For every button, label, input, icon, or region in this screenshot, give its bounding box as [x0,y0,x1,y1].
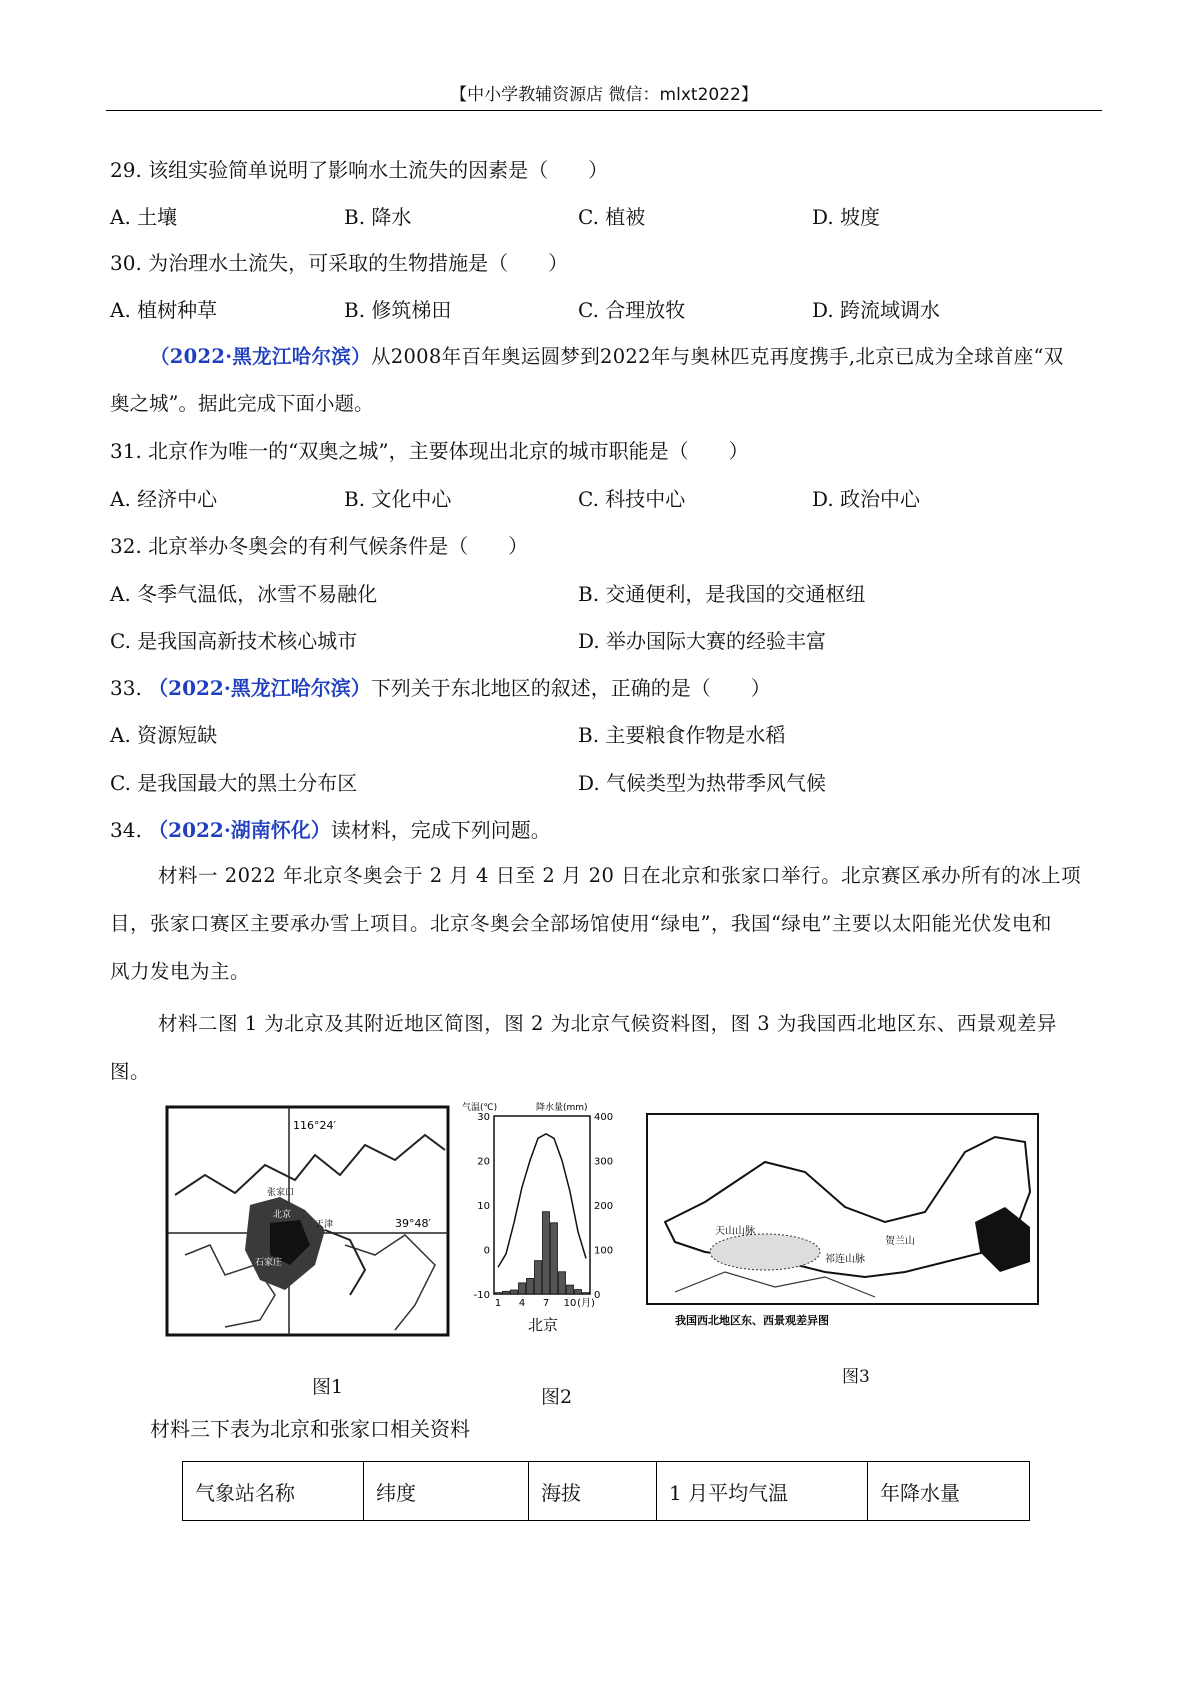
q33-option-d: D. 气候类型为热带季风气候 [578,771,827,795]
header-divider [106,110,1102,111]
q30-option-d: D. 跨流域调水 [812,298,941,322]
precip-bar [559,1272,566,1294]
fig1-lon-label: 116°24′ [293,1119,336,1132]
q29-option-a: A. 土壤 [110,205,178,229]
northwest-landscape-map [645,1112,1040,1337]
fig1-place-beijing: 北京 [273,1210,292,1220]
q33-source: （2022·黑龙江哈尔滨） [148,676,371,700]
material-2 [110,1000,1100,1096]
q31-stem: 31. 北京作为唯一的“双奥之城”，主要体现出北京的城市职能是（ ） [110,439,749,463]
left-tick-label: -10 [473,1290,490,1301]
material-2-line-2: 图。 [110,1060,151,1083]
figure-2-caption: 图2 [541,1386,573,1408]
q32-option-b: B. 交通便利，是我国的交通枢纽 [578,582,866,606]
material-1-line-2: 目，张家口赛区主要承办雪上项目。北京冬奥会全部场馆使用“绿电”，我国“绿电”主要以太阳能光伏发电和 [110,912,1052,935]
q31-option-a: A. 经济中心 [110,487,218,511]
fig1-place-shijiazhuang: 石家庄 [255,1258,283,1268]
left-tick-label: 30 [477,1112,490,1123]
precip-bar [567,1285,574,1294]
right-tick-label: 0 [594,1290,601,1301]
q29-option-c: C. 植被 [578,205,646,229]
fig1-lat-label: 39°48′ [395,1217,431,1230]
q30-option-a: A. 植树种草 [110,298,218,322]
fig3-label-tianshan: 天山山脉 [715,1226,755,1237]
q33-number: 33. [110,676,142,700]
figure-1-map [165,1105,450,1337]
page-header: 【中小学教辅资源店 微信：mlxt2022】 [450,85,758,105]
right-tick-label: 200 [594,1201,614,1212]
material-1-line-3: 风力发电为主。 [110,960,251,983]
q29-option-d: D. 坡度 [812,205,881,229]
q33-stem: 下列关于东北地区的叙述，正确的是（ ） [370,676,771,700]
q30-stem: 30. 为治理水土流失，可采取的生物措施是（ ） [110,251,569,275]
figure-1-caption: 图1 [312,1376,344,1398]
x-tick-label: 7 [542,1298,550,1309]
q34-stem: 读材料，完成下列问题。 [330,818,551,842]
table-header-altitude: 海拔 [529,1462,657,1521]
precip-bar [511,1290,518,1294]
intro-line-2: 奥之城”。据此完成下面小题。 [110,392,374,415]
plot-frame [494,1116,590,1294]
precip-bar [551,1223,558,1294]
x-tick-label: 4 [518,1298,526,1309]
temperature-curve [498,1134,586,1268]
q33-option-b: B. 主要粮食作物是水稻 [578,723,786,747]
info-table [182,1461,1030,1521]
figure-3-northwest-map [645,1112,1040,1337]
precip-bar [543,1212,550,1294]
material-1-line-1: 材料一 2022 年北京冬奥会于 2 月 4 日至 2 月 20 日在北京和张家口举行。北京赛区承办所有的冰上项 [158,864,1082,887]
figure-3-caption: 图3 [842,1367,870,1387]
fig2-right-axis-title: 降水量(mm) [536,1103,588,1113]
q34-number: 34. [110,818,142,842]
intro-source: （2022·黑龙江哈尔滨） [150,345,371,368]
fig2-left-axis-title: 气温(℃) [462,1103,498,1113]
right-tick-label: 300 [594,1156,614,1168]
material-3: 材料三下表为北京和张家口相关资料 [150,1417,470,1441]
intro-text-a: 从2008年百年奥运圆梦到2022年与奥林匹克再度携手,北京已成为全球首座“双 [370,345,1064,368]
precip-bar [527,1278,534,1294]
q31-option-b: B. 文化中心 [344,487,452,511]
q33-stem-line [110,675,771,701]
q31-option-c: C. 科技中心 [578,487,686,511]
left-tick-label: 20 [477,1156,490,1168]
material-2-line-1: 材料二图 1 为北京及其附近地区简图，图 2 为北京气候资料图，图 3 为我国西北地区东、西景观差异 [158,1012,1057,1035]
left-tick-label: 0 [483,1245,490,1257]
figure-2-climate-chart [458,1098,633,1338]
q29-option-b: B. 降水 [344,205,412,229]
q32-option-c: C. 是我国高新技术核心城市 [110,629,358,653]
fig1-place-zhangjiakou: 张家口 [267,1188,295,1198]
intro-line-1 [150,344,1064,370]
table-header-station: 气象站名称 [183,1462,364,1521]
q31-option-d: D. 政治中心 [812,487,921,511]
fig3-label-qilian: 祁连山脉 [825,1254,865,1265]
right-tick-label: 400 [594,1112,614,1123]
fig3-title: 我国西北地区东、西景观差异图 [675,1314,829,1327]
precip-bar [495,1293,502,1294]
fig1-place-tianjin: 天津 [315,1220,334,1230]
beijing-region-map [165,1105,450,1337]
left-tick-label: 10 [477,1201,490,1212]
q34-stem-line [110,817,551,843]
table-header-jan-temp: 1 月平均气温 [657,1462,868,1521]
table-header-row [183,1462,1030,1521]
q29-stem: 29. 该组实验简单说明了影响水土流失的因素是（ ） [110,158,609,182]
x-tick-label: 1 [494,1298,502,1309]
q34-source: （2022·湖南怀化） [148,818,331,842]
precip-bar [519,1283,526,1294]
q32-option-d: D. 举办国际大赛的经验丰富 [578,629,827,653]
q30-option-b: B. 修筑梯田 [344,298,452,322]
precip-bar [575,1290,582,1294]
table-header-precip: 年降水量 [868,1462,1030,1521]
q32-option-a: A. 冬季气温低，冰雪不易融化 [110,582,378,606]
right-tick-label: 100 [594,1245,614,1257]
material-1 [110,852,1100,996]
q33-option-c: C. 是我国最大的黑土分布区 [110,771,358,795]
q32-stem: 32. 北京举办冬奥会的有利气候条件是（ ） [110,534,529,558]
climate-chart-svg [458,1098,633,1338]
precip-bar [535,1261,542,1294]
precip-bar [583,1293,590,1294]
precip-bar [503,1291,510,1294]
x-tick-label: 10 [563,1298,577,1309]
table-header-latitude: 纬度 [364,1462,529,1521]
x-tick-label: (月) [577,1298,595,1309]
q30-option-c: C. 合理放牧 [578,298,686,322]
q33-option-a: A. 资源短缺 [110,723,218,747]
fig3-label-helan: 贺兰山 [885,1236,915,1247]
fig2-station-label: 北京 [528,1316,559,1334]
